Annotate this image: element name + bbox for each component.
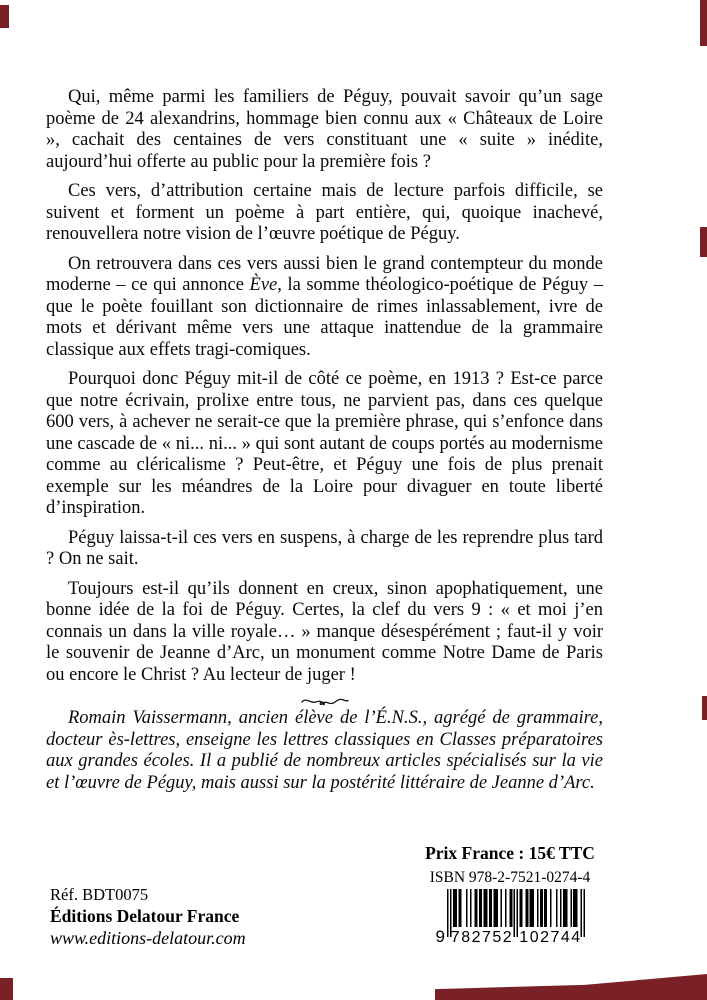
ean13-barcode [433, 889, 587, 944]
blurb-paragraph-3-end: , la somme théologico-poétique de Péguy – que le poète fouillant son dictionnaire de rimes inlassablement, ivre de mots et dérivant même vers une attaque inattendue de la grammaire classique aux effets tragi-comiques. [46, 275, 603, 360]
publisher-block [50, 884, 246, 950]
scan-edge-mark-right-upper [700, 227, 707, 257]
section-divider [46, 694, 603, 708]
scan-edge-mark-bottom-right [435, 974, 707, 1000]
publisher-website: www.editions-delatour.com [50, 928, 246, 948]
blurb-paragraph-2: Ces vers, d’attribution certaine mais de lecture parfois difficile, se suivent et forment un poème à part entière, qui, quoique inachevé, renouvellera notre vision de l’œuvre poétique de Péguy. [46, 181, 603, 244]
scan-edge-mark-top-right [700, 0, 707, 46]
scan-edge-mark-bottom-left [0, 978, 13, 1000]
pricing-block [420, 843, 600, 949]
isbn-label: ISBN 978-2-7521-0274-4 [429, 869, 591, 886]
blurb-paragraph-6: Toujours est-il qu’ils donnent en creux, sinon apophatiquement, une bonne idée de la foi de Péguy. Certes, la clef du vers 9 : « et moi j’en connais un dans la ville royale… » manque désespérément ; faut-il y voir le souvenir de Jeanne d’Arc, un monument comme Notre Dame de Paris ou encore le Christ ? Au lecteur de juger ! [46, 578, 603, 685]
divider-flourish-icon [301, 695, 349, 707]
barcode-digits-left: 782752 [450, 929, 514, 944]
reference-number: Réf. BDT0075 [50, 885, 149, 904]
blurb-column [46, 87, 603, 802]
author-bio: Romain Vaissermann, ancien élève de l’É.N.S., agrégé de grammaire, docteur ès-lettres, enseigne les lettres classiques en Classes préparatoires aux grandes écoles. Il a publié de nombreux articles spécialisés sur la vie et l’œuvre de Péguy, mais aussi sur la postérité littéraire de Jeanne d’Arc. [46, 708, 603, 793]
scan-edge-mark-right-lower [702, 696, 707, 720]
scan-edge-mark-top-left [0, 5, 9, 28]
blurb-paragraph-3 [46, 254, 603, 362]
blurb-paragraph-3-start: On retrouvera dans ces vers aussi bien le grand contempteur du monde moderne – ce qui annonce [46, 253, 603, 295]
price-label: Prix France : 15€ TTC [425, 843, 595, 863]
barcode-digits-right: 102744 [519, 929, 582, 944]
blurb-paragraph-5: Péguy laissa-t-il ces vers en suspens, à charge de les reprendre plus tard ? On ne sait. [46, 527, 603, 569]
blurb-paragraph-1: Qui, même parmi les familiers de Péguy, pouvait savoir qu’un sage poème de 24 alexandrins, hommage bien connu aux « Châteaux de Loire », cachait des centaines de vers constituant une « suite » inédite, aujourd’hui offerte au public pour la première fois ? [46, 87, 603, 172]
blurb-paragraph-4: Pourquoi donc Péguy mit-il de côté ce poème, en 1913 ? Est-ce parce que notre écrivain, prolixe entre tous, ne parvient pas, dans ces quelque 600 vers, à achever ne serait-ce que la première phrase, qui s’enfonce dans une cascade de « ni... ni... » qui sont autant de coups portés au modernisme comme au cléricalisme ? Peut-être, et Péguy une fois de plus prenait exemple sur les méandres de la Loire pour divaguer en toute liberté d’inspiration. [46, 369, 603, 518]
work-title-eve: Ève [249, 275, 278, 295]
publisher-name: Éditions Delatour France [50, 906, 240, 926]
barcode-lead-digit: 9 [435, 927, 445, 944]
